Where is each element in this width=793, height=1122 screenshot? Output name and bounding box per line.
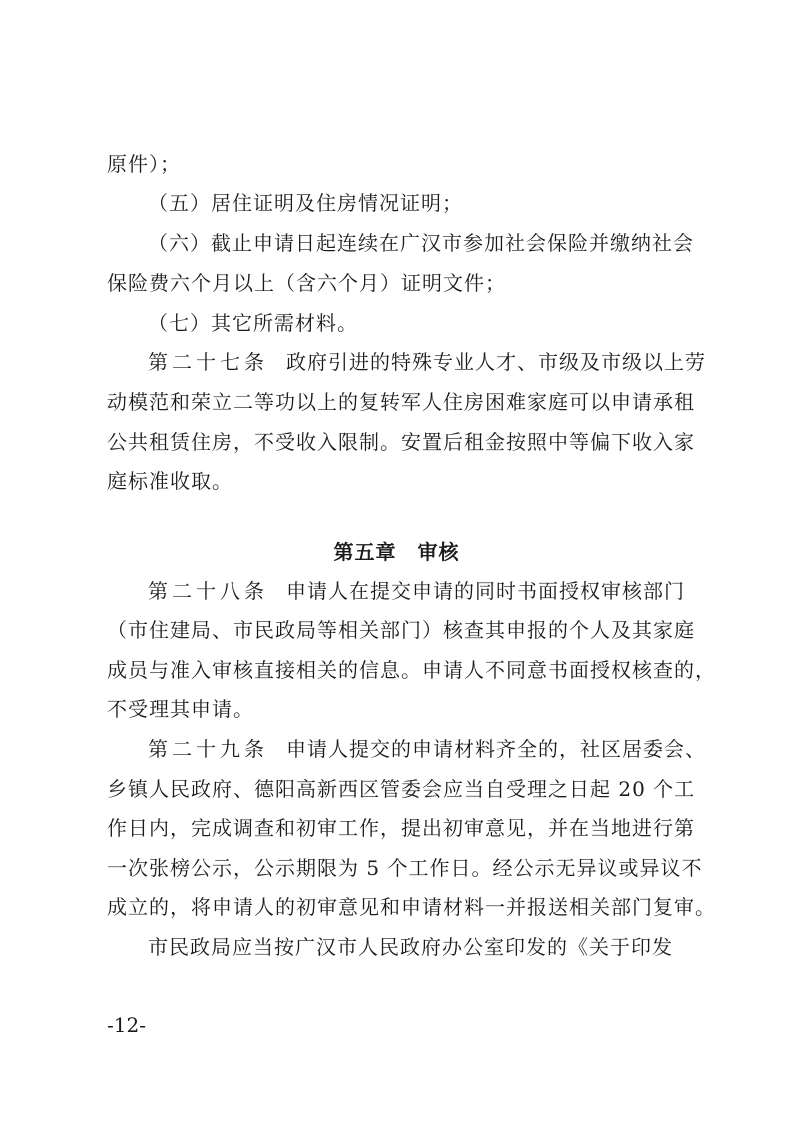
text-line: （五）居住证明及住房情况证明； [148, 191, 463, 215]
text-line: 成立的，将申请人的初审意见和申请材料一并报送相关部门复审。 [107, 895, 716, 919]
text-line: 原件）； [107, 152, 181, 176]
article-27 [148, 349, 706, 375]
text-line: 一次张榜公示，公示期限为 5 个工作日。经公示无异议或异议不 [107, 856, 703, 880]
page-number: -12- [107, 1013, 146, 1037]
text-line: （市住建局、市民政局等相关部门）核查其申报的个人及其家庭 [107, 618, 695, 642]
text-line: 公共租赁住房，不受收入限制。安置后租金按照中等偏下收入家 [107, 430, 695, 454]
text-line: 庭标准收取。 [107, 469, 233, 493]
chapter-heading: 第五章 审核 [333, 540, 460, 564]
text-line: 保险费六个月以上（含六个月）证明文件； [107, 271, 506, 295]
text-line: 市民政局应当按广汉市人民政府办公室印发的《关于印发 [148, 935, 673, 959]
article-text: 政府引进的特殊专业人才、市级及市级以上劳 [286, 350, 706, 374]
text-line: 乡镇人民政府、德阳高新西区管委会应当自受理之日起 20 个工 [107, 777, 696, 801]
text-line: （六）截止申请日起连续在广汉市参加社会保险并缴纳社会 [148, 231, 694, 255]
article-text: 申请人提交的申请材料齐全的，社区居委会、 [286, 737, 706, 761]
article-text: 申请人在提交申请的同时书面授权审核部门 [286, 579, 685, 603]
text-line: 成员与准入审核直接相关的信息。申请人不同意书面授权核查的， [107, 658, 716, 682]
article-number: 第二十九条 [148, 737, 268, 761]
text-line: 不受理其申请。 [107, 697, 254, 721]
text-line: 动模范和荣立二等功以上的复转军人住房困难家庭可以申请承租 [107, 390, 695, 414]
text-line: 作日内，完成调查和初审工作，提出初审意见，并在当地进行第 [107, 816, 695, 840]
article-29 [148, 736, 706, 762]
article-number: 第二十八条 [148, 579, 268, 603]
text-line: （七）其它所需材料。 [148, 311, 358, 335]
article-number: 第二十七条 [148, 350, 268, 374]
article-28 [148, 578, 697, 604]
